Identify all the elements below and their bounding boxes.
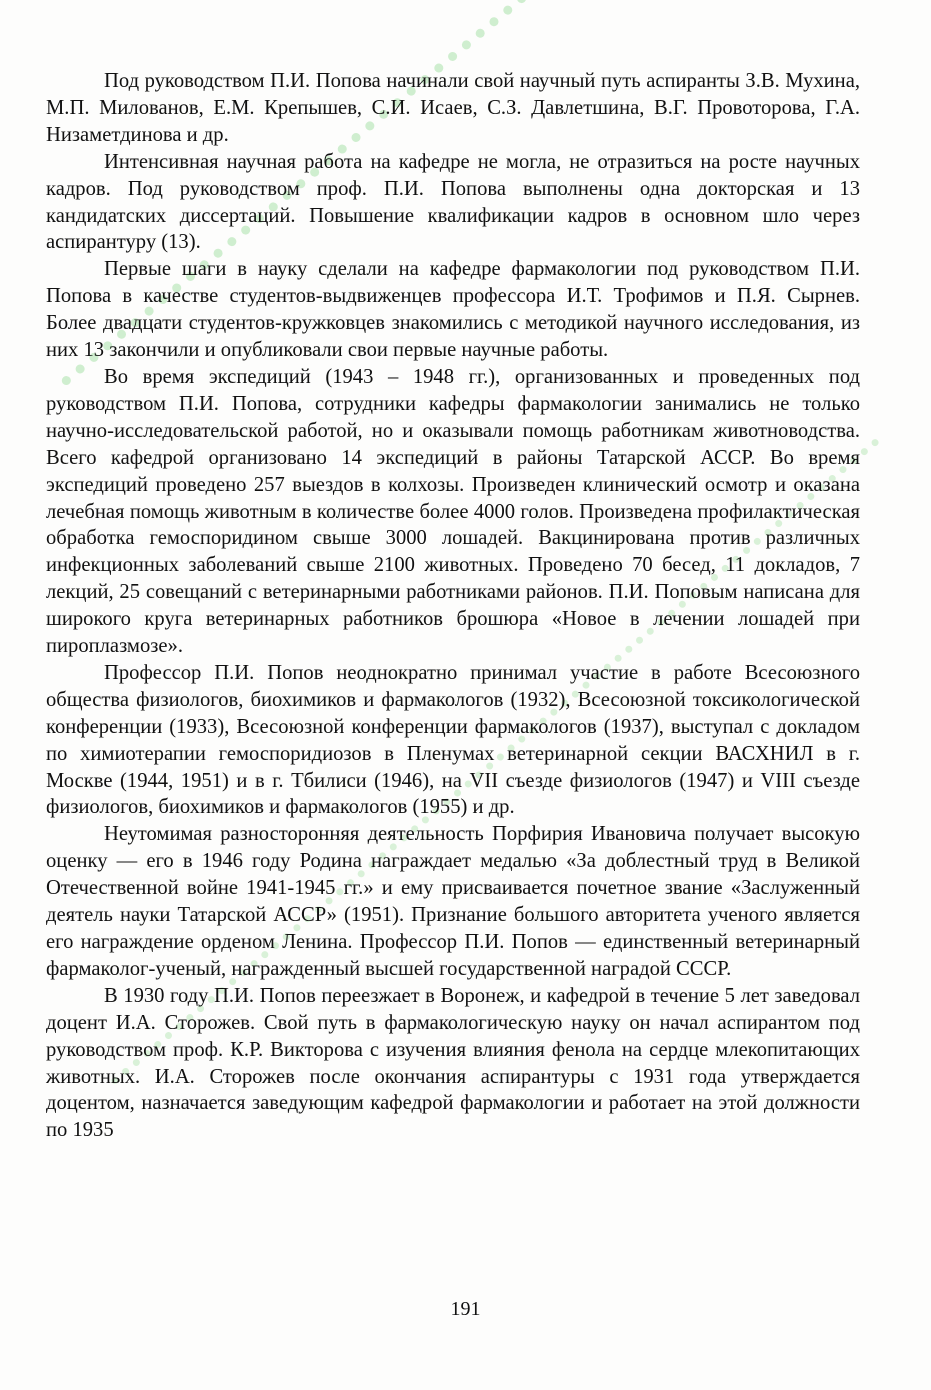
paragraph: Профессор П.И. Попов неоднократно принимал участие в работе Всесоюзного общества физиологов, биохимиков и фармакологов (1932), Всесоюзной токсикологической конференции (1933), Всесоюзной конференции фармакологов (1937), выступал с докладом по химиотерапии гемоспоридиозов в Пленумах ветеринарной секции ВАСХНИЛ в г. Москве (1944, 1951) и в г. Тбилиси (1946), на VII съезде физиологов (1947) и VIII съезде физиологов, биохимиков и фармакологов (1955) и др. [46, 661, 860, 819]
page-number: 191 [450, 1298, 481, 1320]
paragraph: В 1930 году П.И. Попов переезжает в Воронеж, и кафедрой в течение 5 лет заведовал доцент И.А. Сторожев. Свой путь в фармакологическую науку он начал аспирантом под руководством проф. К.Р. Викторова с изучения влияния фенола на сердце млекопитающих животных. И.А. Сторожев после окончания аспирантуры с 1931 года утверждается доцентом, назначается заведующим кафедрой фармакологии и работает на этой должности по 1935 [46, 984, 860, 1142]
paragraph: Интенсивная научная работа на кафедре не могла, не отразиться на росте научных кадров. Под руководством проф. П.И. Попова выполнены одна докторская и 13 кандидатских диссертаций. Повышение квалификации кадров в основном шло через аспирантуру (13). [46, 150, 860, 254]
body-text [46, 68, 860, 1144]
paragraph: Неутомимая разносторонняя деятельность Порфирия Ивановича получает высокую оценку — его в 1946 году Родина награждает медалью «За доблестный труд в Великой Отечественной войне 1941-1945 гг.» и ему присваивается почетное звание «Заслуженный деятель науки Татарской АССР» (1951). Признание большого авторитета ученого является его награждение орденом Ленина. Профессор П.И. Попов — единственный ветеринарный фармаколог-ученый, награжденный высшей государственной наградой СССР. [46, 823, 860, 980]
paragraph: Под руководством П.И. Попова начинали свой научный путь аспиранты З.В. Мухина, М.П. Милованов, Е.М. Крепышев, С.И. Исаев, С.З. Давлетшина, В.Г. Провоторова, Г.А. Низаметдинова и др. [46, 70, 860, 146]
paragraph: Во время экспедиций (1943 – 1948 гг.), организованных и проведенных под руководством П.И. Попова, сотрудники кафедры фармакологии занимались не только научно-исследовательской работой, но и оказывали помощь работникам животноводства. Всего кафедрой организовано 14 экспедиций в районы Татарской АССР. Во время экспедиций проведено 257 выездов в колхозы. Произведен клинический осмотр и оказана лечебная помощь животным в количестве более 4000 голов. Произведена профилактическая обработка гемоспоридином свыше 3000 лошадей. Вакцинирована против различных инфекционных заболеваний свыше 2100 животных. Проведено 70 бесед, 11 докладов, 7 лекций, 25 совещаний с ветеринарными работниками районов. П.И. Поповым написана для широкого круга ветеринарных работников брошюра «Новое в лечении лошадей при пироплазмозе». [46, 365, 860, 658]
paragraph: Первые шаги в науку сделали на кафедре фармакологии под руководством П.И. Попова в качестве студентов-выдвиженцев профессора И.Т. Трофимов и П.Я. Сырнев. Более двадцати студентов-кружковцев знакомились с методикой научного исследования, из них 13 закончили и опубликовали свои первые научные работы. [46, 258, 860, 362]
